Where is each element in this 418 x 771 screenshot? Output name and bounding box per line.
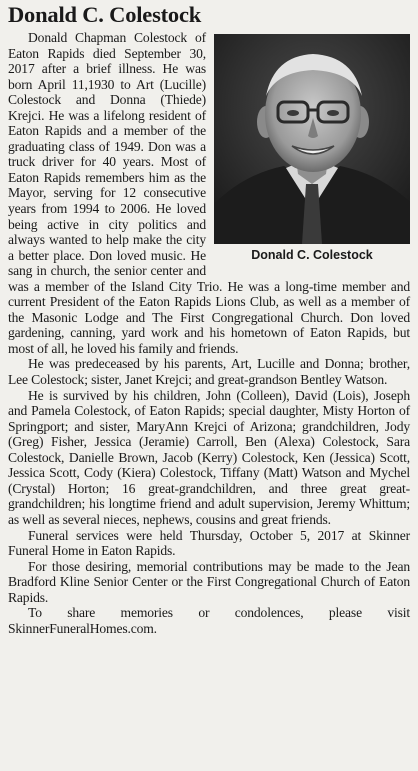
obituary-paragraph-survivors: He is survived by his children, John (Colleen), David (Lois), Joseph and Pamela Colestock, of Eaton Rapids; special daughter, Misty Horton of Springport; and sister, MaryAnn Krejci of Arizona; grandchildren, Jody (Greg) Fisher, Jessica (Jeramie) Carroll, Ben (Alexa) Colestock, Sara Colestock, Danielle Brown, Jacob (Kerry) Colestock, Ken (Jessica) Scott, Jessica Scott, Cody (Kiera) Colestock, Tiffany (Matt) Watson and Mychel (Crystal) Horton; 16 great-grandchildren, and three great great-grandchildren; his longtime friend and adult supervision, Jeremy Whittum; as well as several nieces, nephews, cousins and great friends. — [8, 387, 410, 527]
obituary-paragraph-services: Funeral services were held Thursday, October 5, 2017 at Skinner Funeral Home in Eaton Rapids. — [8, 527, 410, 559]
obituary-paragraph-biography: Donald Chapman Colestock of Eaton Rapids died September 30, 2017 after a brief illness. He was born April 11,1930 to Art (Lucille) Colestock and Donna (Thiede) Krejci. He was a lifelong resident of Eaton Rapids and a member of the graduating class of 1949. Don was a truck driver for 40 years. Most of Eaton Rapids remembers him as the Mayor, serving for 12 consecutive years from 1994 to 2006. He loved being active in city politics and always wanted to help make the city a better place. Don loved music. He sang in church, the senior center and was a member of the Island City Trio. He was a long-time member and current President of the Eaton Rapids Lions Club, as well as a member of the Masonic Lodge and The First Congregational Church. Don loved gardening, canning, yard work and his hometown of Eaton Rapids, but most of all, he loved his family and friends. — [8, 30, 410, 356]
obituary-paragraph-condolences: To share memories or condolences, please visit SkinnerFuneralHomes.com. — [8, 605, 410, 636]
portrait-figure — [214, 34, 410, 263]
obituary-paragraph-predeceased: He was predeceased by his parents, Art, Lucille and Donna; brother, Lee Colestock; sister, Janet Krejci; and great-grandson Bentley Watson. — [8, 356, 410, 388]
obituary-paragraph-memorials: For those desiring, memorial contributions may be made to the Jean Bradford Kline Senior Center or the First Congregational Church of Eaton Rapids. — [8, 558, 410, 605]
obituary-title: Donald C. Colestock — [8, 2, 202, 27]
portrait-photo — [214, 34, 410, 244]
photo-caption: Donald C. Colestock — [251, 248, 373, 262]
